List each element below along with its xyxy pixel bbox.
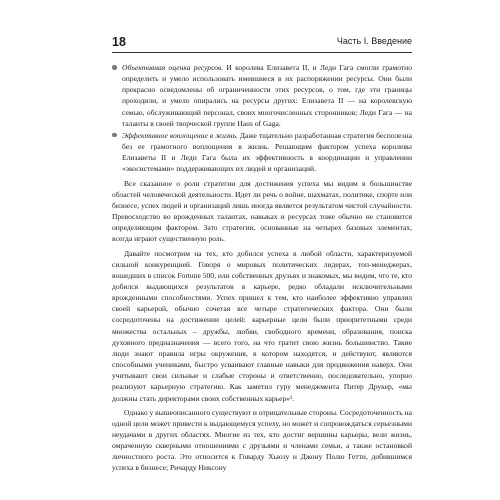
paragraph: Давайте посмотрим на тех, кто добился успеха в любой области, характеризуемой сильной конкуренцией. Говоря о мировых политических лидерах, топ-менеджерах, вошедших в список Fortune 500, или собственных друзьях и знакомых, мы видим, что те, кто добился выдающихся результатов в карьере, редко обладали исключительными врожденными способностями. Успех пришел к тем, кто наиболее эффективно управлял своей карьерой, обычно сочетая все четыре стратегических фактора. Они были сосредоточены на достижении целей: карьерные цели были приоритетными среди множества остальных – дружбы, любви, свободного времени, образования, поиска духовного предназначения — всего того, на что тратит свою жизнь большинство. Такие люди знают правила игры окружения, в котором находятся, и действуют, являются способными учениками, быстро усваивают главные навыки для продвижения наверх. Они учитывают свои сильные и слабые стороны и ответственно, последовательно, упорно реализуют карьерную стратегию. Как заметил гуру менеджмента Питер Друкер, «мы должны стать директорами своих собственных карьер»¹. [112, 248, 412, 403]
body-text [112, 62, 412, 474]
list-item [112, 62, 412, 129]
paragraph: Все сказанное о роли стратегии для достижения успеха мы видим в большинстве областей человеческой деятельности. Идет ли речь о войне, шахматах, политике, спорте или бизнесе, успех людей и организаций лишь иногда является результатом чистой случайности. Превосходство во врожденных талантах, навыках и ресурсах тоже обычно не становится определяющим фактором. Зато стратегии, основанные на четырех базовых элементах, всегда играют существенную роль. [112, 178, 412, 244]
paragraph: Однако у вышеописанного существуют и отрицательные стороны. Сосредоточенность на одной цели может привести к выдающемуся успеху, но может и сопровождаться серьезными неудачами в других областях. Многие из тех, кто достиг вершины карьеры, вели жизнь, омраченную скверными отношениями с друзьями и членами семьи, а также остановкой личностного роста. Это относится к Говарду Хьюзу и Джону Полю Гетти, добившимся успеха в бизнесе; Ричарду Никсону [112, 407, 413, 473]
list-item [112, 130, 412, 175]
bullet-icon [112, 65, 117, 70]
running-head: Часть I. Введение [336, 36, 412, 46]
page-number: 18 [112, 35, 126, 49]
bullet-icon [112, 133, 117, 138]
bullet-lead: Эффективное воплощение в жизнь. [122, 130, 238, 140]
bullet-lead: Объективная оценка ресурсов. [122, 63, 224, 72]
bullet-text: И королева Елизавета II, и Леди Гага смогли грамотно определить и умело использовать имевшиеся в их распоряжении ресурсы. Они были прекрасно осведомлены об ограниченности этих ресурсов, о том, где эти границы проходили, и умело опирались на ресурсы других: Елизавета II — на королевскую семью, обслуживающий персонал, своих многочисленных сторонников; Леди Гага — на таланты в своей творческой группе Haus of Gaga. [122, 63, 412, 128]
page-header [112, 35, 412, 53]
bullet-text: Даже тщательно разработанная стратегия бесполезна без ее грамотного воплощения в жизнь. Решающим фактором успеха королевы Елизаветы II и Леди Гага была их эффективность в координации и управлении «экосистемами» поддерживающих их людей и организаций. [122, 130, 412, 174]
